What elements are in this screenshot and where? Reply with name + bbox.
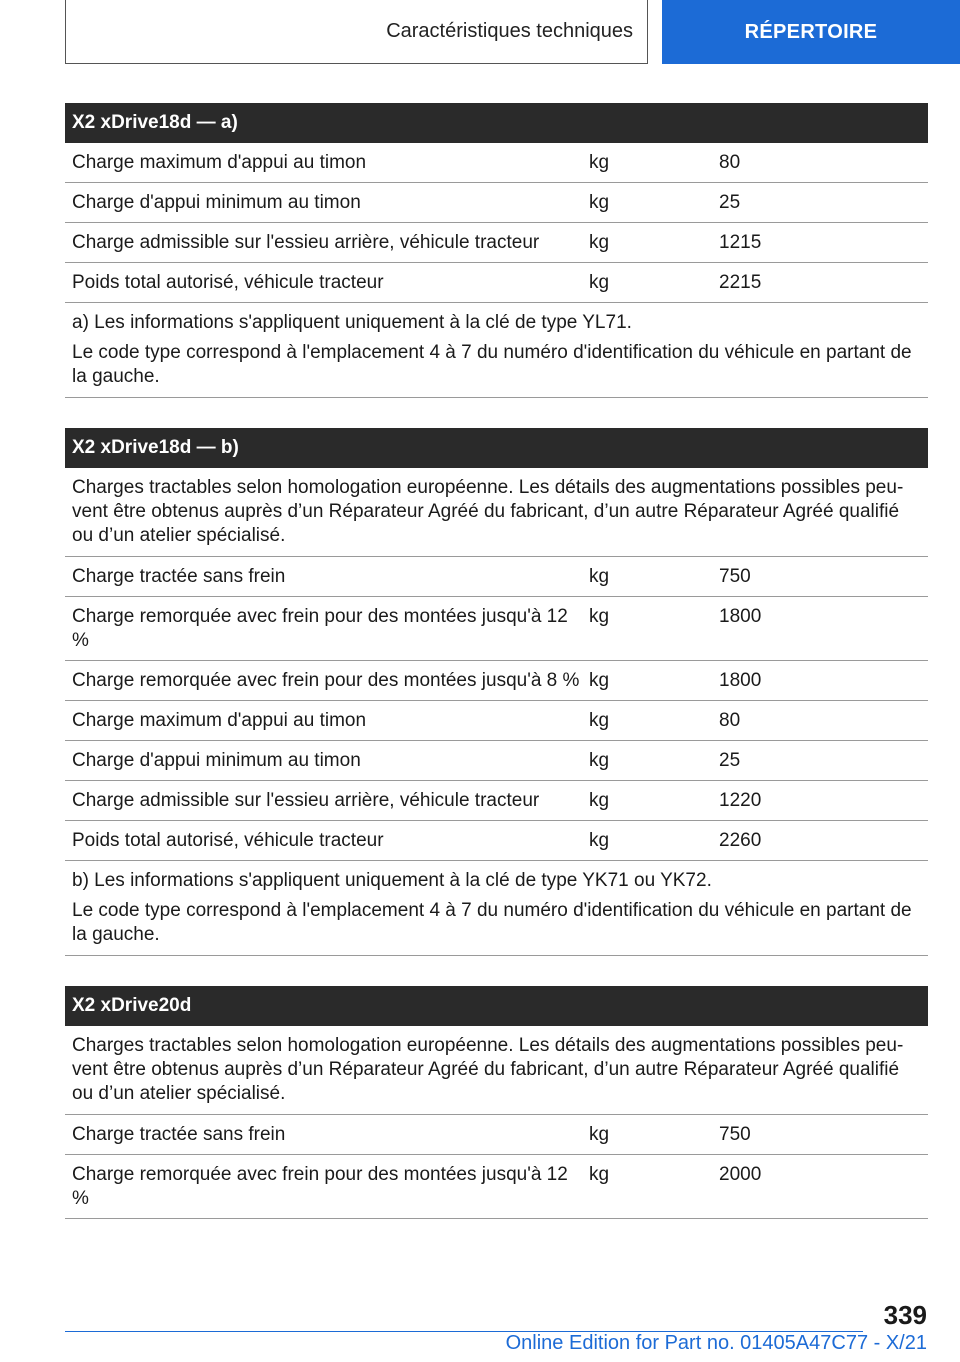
row-unit: kg xyxy=(589,606,610,627)
table-row xyxy=(65,821,928,861)
row-label: Charge maximum d'appui au timon xyxy=(72,152,367,173)
footnote xyxy=(65,861,928,956)
row-label: Charge d'appui minimum au timon xyxy=(72,192,361,213)
row-value: 1800 xyxy=(719,606,762,627)
table-row xyxy=(65,557,928,597)
repertoire-button[interactable]: RÉPERTOIRE xyxy=(662,0,960,64)
row-value: 80 xyxy=(719,710,741,731)
header-title-box xyxy=(65,0,648,64)
footnote-line: Le code type correspond à l'emplacement 4 à 7 du numéro d'identification du véhicule en partant de la gauche. xyxy=(72,342,912,387)
row-unit: kg xyxy=(589,272,610,293)
footnote-line: b) Les informations s'appliquent uniquement à la clé de type YK71 ou YK72. xyxy=(72,870,712,891)
row-label: Charge d'appui minimum au timon xyxy=(72,750,361,771)
row-value: 25 xyxy=(719,750,741,771)
section-title: X2 xDrive20d xyxy=(65,986,928,1026)
table-row xyxy=(65,781,928,821)
row-label: Charge admissible sur l'essieu arrière, véhicule tracteur xyxy=(72,232,540,253)
row-label: Charge tractée sans frein xyxy=(72,1124,286,1145)
row-value: 2260 xyxy=(719,830,762,851)
row-unit: kg xyxy=(589,1164,610,1185)
table-row xyxy=(65,701,928,741)
table-row xyxy=(65,1115,928,1155)
footnote-line: a) Les informations s'appliquent uniquement à la clé de type YL71. xyxy=(72,312,632,333)
row-unit: kg xyxy=(589,566,610,587)
row-label: Charge admissible sur l'essieu arrière, véhicule tracteur xyxy=(72,790,540,811)
row-unit: kg xyxy=(589,670,610,691)
row-label: Charge remorquée avec frein pour des montées jusqu'à 8 % xyxy=(72,670,580,691)
row-unit: kg xyxy=(589,710,610,731)
row-value: 1215 xyxy=(719,232,762,253)
row-value: 1220 xyxy=(719,790,762,811)
table-row xyxy=(65,661,928,701)
row-label: Poids total autorisé, véhicule tracteur xyxy=(72,830,384,851)
footnote xyxy=(65,303,928,398)
row-label: Poids total autorisé, véhicule tracteur xyxy=(72,272,384,293)
row-unit: kg xyxy=(589,152,610,173)
section-title: X2 xDrive18d — a) xyxy=(65,103,928,143)
edition-footer: Online Edition for Part no. 01405A47C77 - X/21 xyxy=(505,1332,927,1354)
table-row xyxy=(65,741,928,781)
table-row xyxy=(65,597,928,661)
row-unit: kg xyxy=(589,750,610,771)
table-row xyxy=(65,183,928,223)
row-value: 2215 xyxy=(719,272,762,293)
row-value: 80 xyxy=(719,152,741,173)
row-label: Charge maximum d'appui au timon xyxy=(72,710,367,731)
row-value: 2000 xyxy=(719,1164,762,1185)
row-unit: kg xyxy=(589,1124,610,1145)
table-row xyxy=(65,223,928,263)
row-label: Charge tractée sans frein xyxy=(72,566,286,587)
table-row xyxy=(65,263,928,303)
row-unit: kg xyxy=(589,192,610,213)
row-label: Charge remorquée avec frein pour des montées jusqu'à 12 % xyxy=(72,606,568,651)
table-row xyxy=(65,143,928,183)
row-value: 750 xyxy=(719,566,751,587)
row-unit: kg xyxy=(589,232,610,253)
section-title: X2 xDrive18d — b) xyxy=(65,428,928,468)
row-label: Charge remorquée avec frein pour des montées jusqu'à 12 % xyxy=(72,1164,568,1209)
table-row xyxy=(65,1155,928,1219)
row-unit: kg xyxy=(589,830,610,851)
footnote-line: Le code type correspond à l'emplacement 4 à 7 du numéro d'identification du véhicule en partant de la gauche. xyxy=(72,900,912,945)
content xyxy=(65,103,928,1219)
row-value: 1800 xyxy=(719,670,762,691)
section-intro: Charges tractables selon homologation européenne. Les détails des augmentations possibles peuvent être obtenus auprès d’un Réparateur Agréé du fabricant, d’un autre Réparateur Agréé qualifié ou d’un atelier spécialisé. xyxy=(65,468,928,557)
row-value: 750 xyxy=(719,1124,751,1145)
header-title: Caractéristiques techniques xyxy=(386,20,633,42)
section-intro: Charges tractables selon homologation européenne. Les détails des augmentations possibles peuvent être obtenus auprès d’un Réparateur Agréé du fabricant, d’un autre Réparateur Agréé qualifié ou d’un atelier spécialisé. xyxy=(65,1026,928,1115)
row-value: 25 xyxy=(719,192,741,213)
row-unit: kg xyxy=(589,790,610,811)
page-number: 339 xyxy=(883,1300,927,1330)
